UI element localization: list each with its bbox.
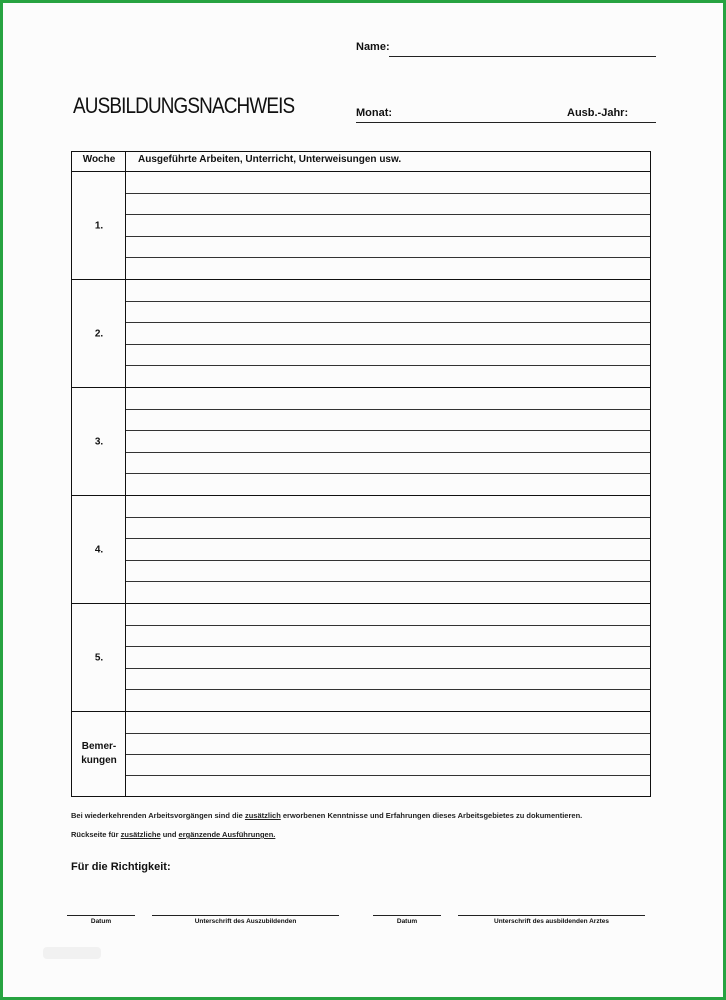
remarks-label xyxy=(72,740,126,768)
name-label: Name: xyxy=(356,41,390,53)
footnote-line-1 xyxy=(71,806,671,825)
week-block xyxy=(72,387,650,495)
footnote-emphasis: zusätzlich xyxy=(244,811,281,820)
week-block xyxy=(72,603,650,711)
week-block xyxy=(72,279,650,387)
remarks-line-2: kungen xyxy=(81,755,117,766)
week-number: 5. xyxy=(94,652,104,663)
ausb-jahr-label: Ausb.-Jahr: xyxy=(567,107,629,119)
report-table xyxy=(71,151,651,797)
footnote xyxy=(71,806,671,844)
unterschrift-azubi-field[interactable] xyxy=(152,915,339,933)
document-page xyxy=(3,3,723,997)
meta-line[interactable] xyxy=(356,122,656,123)
richtigkeit-label: Für die Richtigkeit: xyxy=(71,861,171,873)
signature-line xyxy=(373,915,441,916)
footnote-text: erworbenen Kenntnisse und Erfahrungen dieses Arbeitsgebietes zu dokumentieren. xyxy=(280,811,583,820)
unterschrift-azubi-caption: Unterschrift des Auszubildenden xyxy=(194,918,297,925)
name-field[interactable] xyxy=(356,41,656,57)
header-arbeiten: Ausgeführte Arbeiten, Unterricht, Unterweisungen usw. xyxy=(138,154,402,165)
page-title: AUSBILDUNGSNACHWEIS xyxy=(73,93,295,118)
table-header xyxy=(72,152,650,172)
page-frame xyxy=(3,3,723,997)
footnote-text: Rückseite für xyxy=(71,830,121,839)
footnote-emphasis: zusätzliche xyxy=(120,830,161,839)
footnote-line-2 xyxy=(71,825,671,844)
datum-2-caption: Datum xyxy=(396,918,418,925)
meta-row xyxy=(356,107,656,123)
name-line xyxy=(389,56,656,57)
footnote-emphasis: ergänzende Ausführungen. xyxy=(178,830,276,839)
week-number: 2. xyxy=(94,328,104,339)
datum-1-field[interactable] xyxy=(67,915,135,933)
footnote-text: und xyxy=(160,830,179,839)
watermark-smudge xyxy=(43,947,101,959)
signature-line xyxy=(458,915,645,916)
week-number: 4. xyxy=(94,544,104,555)
week-block xyxy=(72,495,650,603)
week-number: 1. xyxy=(94,220,104,231)
datum-1-caption: Datum xyxy=(90,918,112,925)
footnote-text: Bei wiederkehrenden Arbeitsvorgängen sind die xyxy=(71,811,245,820)
unterschrift-arzt-field[interactable] xyxy=(458,915,645,933)
monat-label: Monat: xyxy=(356,107,393,119)
header-woche: Woche xyxy=(82,154,116,165)
week-number: 3. xyxy=(94,436,104,447)
unterschrift-arzt-caption: Unterschrift des ausbildenden Arztes xyxy=(494,918,609,925)
signature-line xyxy=(67,915,135,916)
week-block xyxy=(72,172,650,279)
signature-line xyxy=(152,915,339,916)
datum-2-field[interactable] xyxy=(373,915,441,933)
remarks-block xyxy=(72,711,650,796)
remarks-line-1: Bemer- xyxy=(81,741,117,752)
